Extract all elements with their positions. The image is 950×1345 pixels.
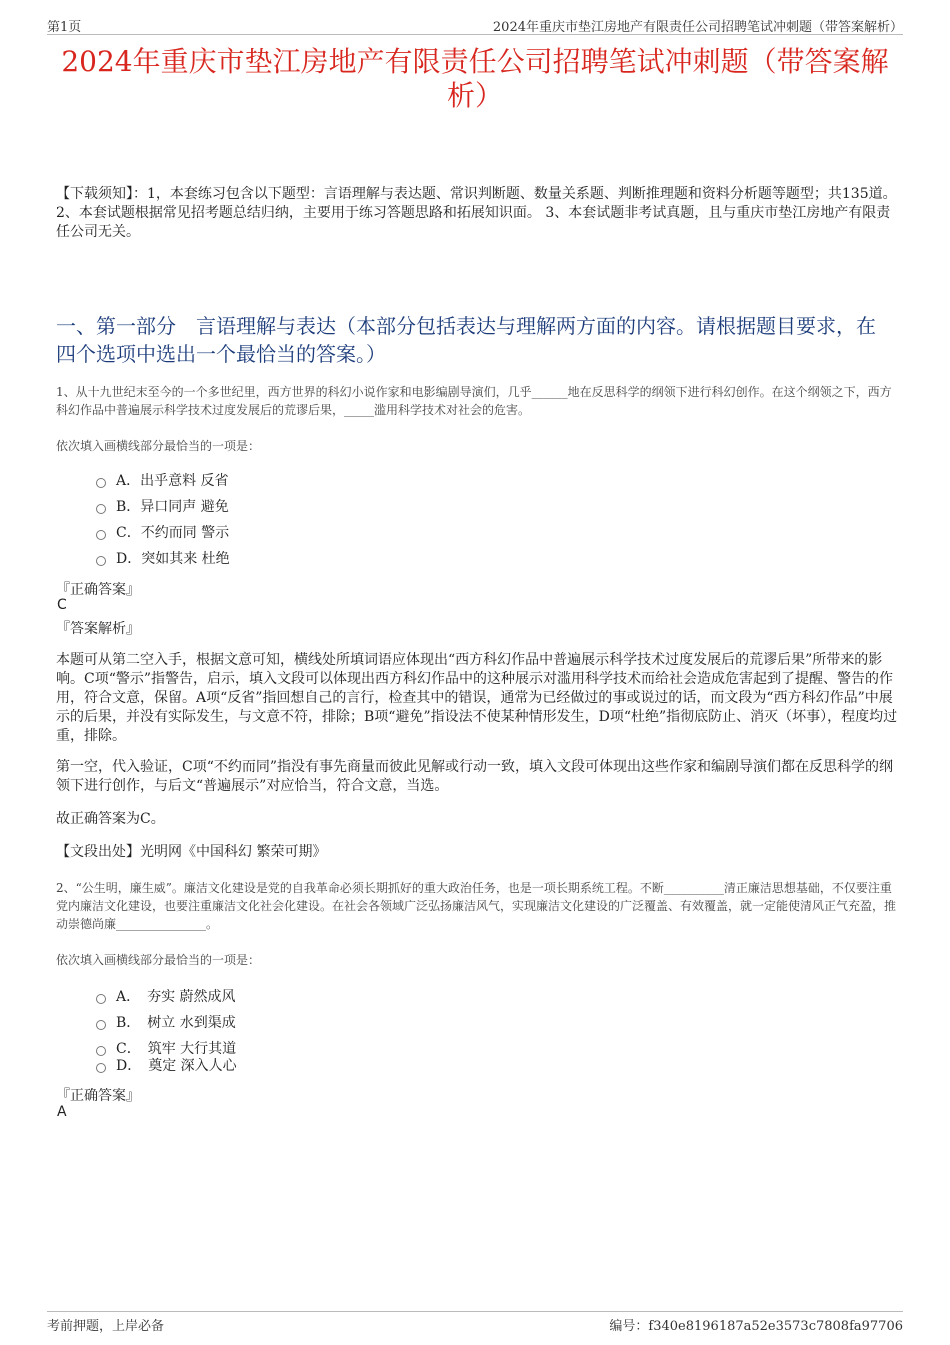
- option-label: D．突如其来 杜绝: [116, 551, 230, 567]
- radio-icon[interactable]: [96, 1046, 106, 1056]
- q1-answer: C: [57, 597, 67, 613]
- option-label: C．不约而同 警示: [116, 525, 230, 541]
- radio-icon[interactable]: [96, 1020, 106, 1030]
- q1-analysis-conclusion: 故正确答案为C。: [56, 811, 165, 827]
- radio-icon[interactable]: [96, 556, 106, 566]
- page-header: [47, 14, 903, 35]
- q1-source: 【文段出处】光明网《中国科幻 繁荣可期》: [56, 844, 327, 860]
- q1-answer-label: 『正确答案』: [56, 582, 140, 598]
- question-1-prompt: 依次填入画横线部分最恰当的一项是：: [56, 439, 261, 453]
- radio-icon[interactable]: [96, 478, 106, 488]
- option-label: D． 奠定 深入人心: [116, 1058, 237, 1074]
- q1-option-b[interactable]: [96, 498, 229, 516]
- q2-option-a[interactable]: [96, 988, 236, 1006]
- footer-serial: 编号：f340e8196187a52e3573c7808fa97706: [609, 1319, 903, 1334]
- question-2-stem: 2、“公生明，廉生威”。廉洁文化建设是党的自我革命必须长期抓好的重大政治任务，也是一项长期系统工程。不断__________清正廉洁思想基础，不仅要注重党内廉洁文化建设，也要注重廉洁文化社会化建设。在社会各领域广泛弘扬廉洁风气，实现廉洁文化建设的广泛覆盖、有效覆盖，就一定能使清风正气充盈，推动崇德尚廉_______________。: [56, 881, 897, 931]
- document-title: 2024年重庆市垫江房地产有限责任公司招聘笔试冲刺题（带答案解析）: [61, 45, 889, 112]
- download-notice: 【下载须知】：1，本套练习包含以下题型：言语理解与表达题、常识判断题、数量关系题、判断推理题和资料分析题等题型；共135道。 2、本套试题根据常见招考题总结归纳，主要用于练习答题思路和拓展知识面。 3、本套试题非考试真题，且与重庆市垫江房地产有限责任公司无关。: [56, 186, 897, 240]
- q1-analysis-paragraph-2: 第一空，代入验证，C项“不约而同”指没有事先商量而彼此见解或行动一致，填入文段可体现出这些作家和编剧导演们都在反思科学的纲领下进行创作，与后文“普遍展示”对应恰当，符合文意，当选。: [56, 759, 894, 794]
- q1-analysis-label: 『答案解析』: [56, 621, 140, 637]
- option-label: A． 夯实 蔚然成风: [116, 989, 236, 1005]
- q2-option-b[interactable]: [96, 1014, 236, 1032]
- question-2-prompt: 依次填入画横线部分最恰当的一项是：: [56, 953, 261, 967]
- q1-analysis-paragraph-1: 本题可从第二空入手，根据文意可知，横线处所填词语应体现出“西方科幻作品中普遍展示科学技术过度发展后的荒谬后果”所带来的影响。C项“警示”指警告，启示，填入文段可以体现出西方科幻作品中的这种展示对滥用科学技术而给社会造成危害起到了提醒、警告的作用，符合文意，保留。A项“反省”指回想自己的言行，检查其中的错误，通常为已经做过的事或说过的话，而文段为“西方科幻作品”中展示的后果，并没有实际发生，与文意不符，排除；B项“避免”指设法不使某种情形发生，D项“杜绝”指彻底防止、消灭（坏事），程度均过重，排除。: [56, 652, 898, 744]
- footer-slogan: 考前押题，上岸必备: [47, 1319, 165, 1334]
- header-doc-title: 2024年重庆市垫江房地产有限责任公司招聘笔试冲刺题（带答案解析）: [492, 20, 903, 35]
- radio-icon[interactable]: [96, 1063, 106, 1073]
- option-label: A．出乎意料 反省: [116, 473, 229, 489]
- radio-icon[interactable]: [96, 530, 106, 540]
- q1-option-d[interactable]: [96, 550, 230, 568]
- q2-option-c[interactable]: [96, 1040, 236, 1058]
- option-label: B．异口同声 避免: [116, 499, 229, 515]
- radio-icon[interactable]: [96, 504, 106, 514]
- option-label: B． 树立 水到渠成: [116, 1015, 236, 1031]
- section-title: 一、第一部分 言语理解与表达（本部分包括表达与理解两方面的内容。请根据题目要求，在四个选项中选出一个最恰当的答案。）: [56, 314, 876, 366]
- q2-answer: A: [57, 1104, 67, 1120]
- question-1-stem: 1、从十九世纪末至今的一个多世纪里，西方世界的科幻小说作家和电影编剧导演们，几乎______地在反思科学的纲领下进行科幻创作。在这个纲领之下，西方科幻作品中普遍展示科学技术过度发展后的荒谬后果，_____滥用科学技术对社会的危害。: [56, 385, 892, 417]
- page-number: 第1页: [47, 20, 82, 35]
- radio-icon[interactable]: [96, 994, 106, 1004]
- q2-option-d[interactable]: [96, 1057, 237, 1075]
- option-label: C． 筑牢 大行其道: [116, 1041, 237, 1057]
- q2-answer-label: 『正确答案』: [56, 1088, 140, 1104]
- page-footer: [47, 1311, 903, 1334]
- q1-option-c[interactable]: [96, 524, 229, 542]
- q1-option-a[interactable]: [96, 472, 229, 490]
